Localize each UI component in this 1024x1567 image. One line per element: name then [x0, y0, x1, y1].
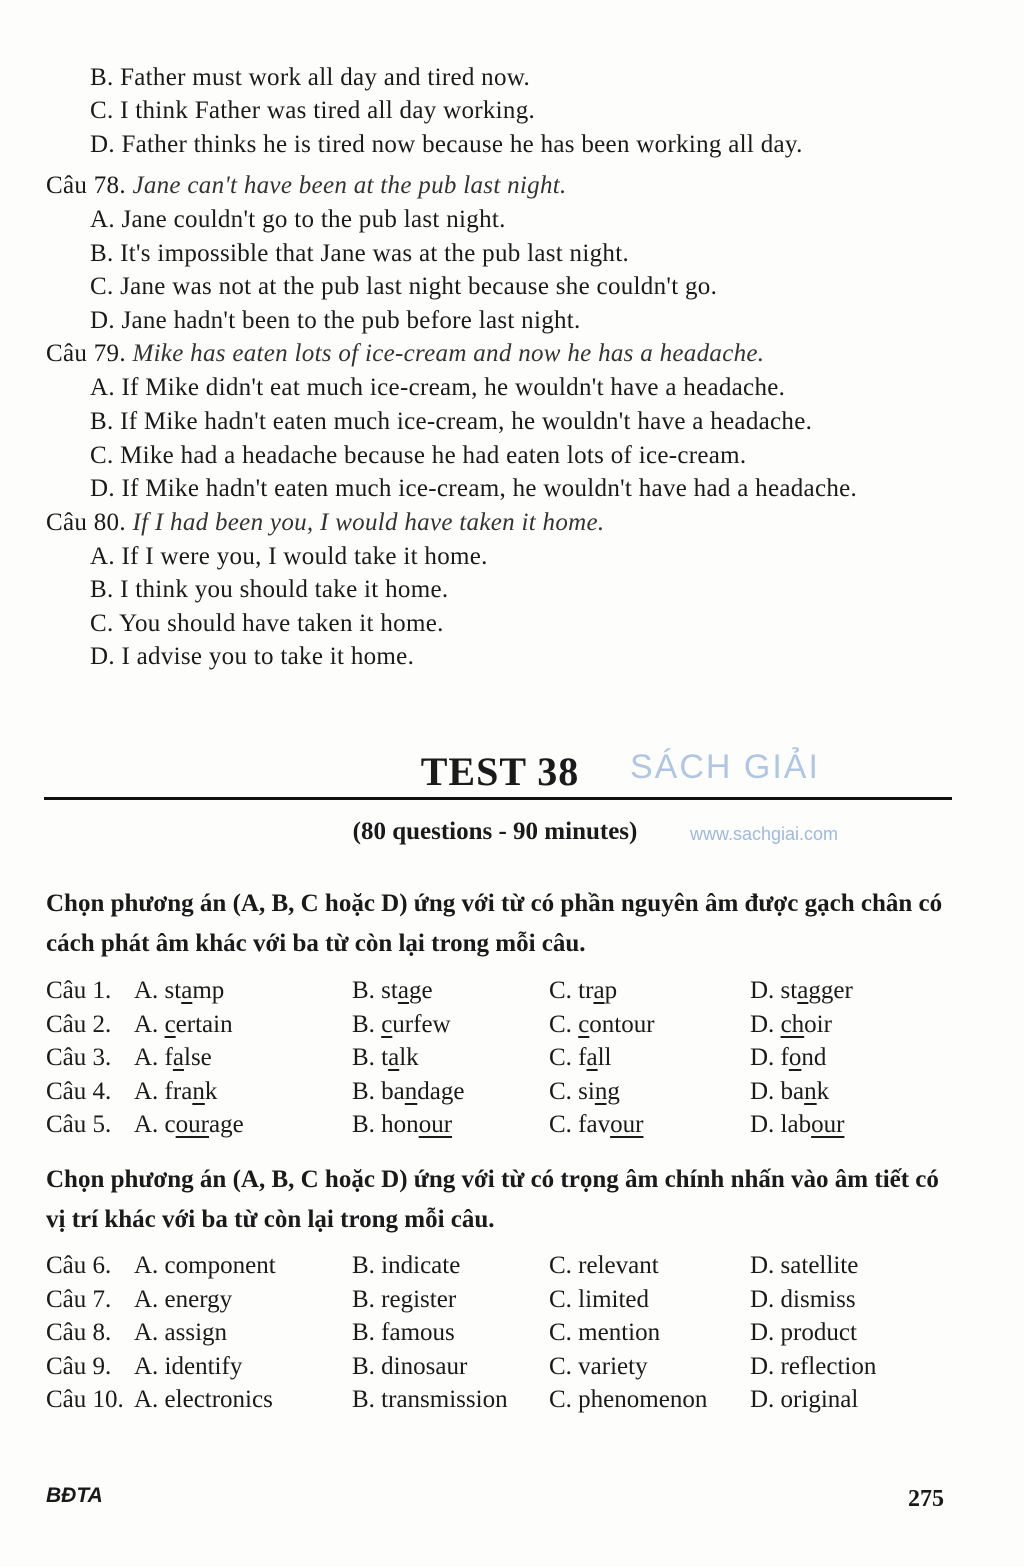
answer-option: A. electronics — [134, 1386, 273, 1413]
answer-option — [134, 1078, 217, 1106]
watermark-logo: SÁCH GIẢI — [630, 748, 820, 786]
word-part: ge — [408, 977, 433, 1004]
word-part: A. fra — [134, 1077, 193, 1105]
word-part: mp — [192, 977, 225, 1004]
answer-option — [549, 1111, 643, 1139]
question-label: Câu 2. — [46, 1010, 112, 1038]
answer-option — [352, 1044, 419, 1072]
question-label: Câu 10. — [46, 1386, 124, 1413]
section2-instruction: Chọn phương án (A, B, C hoặc D) ứng với từ có trọng âm chính nhấn vào âm tiết có vị trí khác với ba từ còn lại trong mỗi câu. — [46, 1166, 939, 1233]
question-label: Câu 9. — [46, 1352, 112, 1380]
answer-option: C. relevant — [549, 1252, 659, 1279]
answer-option: C. variety — [549, 1352, 648, 1380]
word-part: age — [208, 1111, 244, 1138]
word-part: k — [816, 1077, 830, 1105]
answer-option: B. famous — [352, 1319, 455, 1346]
answer-option — [352, 1011, 451, 1039]
question-label: Câu 79. — [46, 340, 126, 367]
answer-option: D. original — [750, 1386, 859, 1413]
answer-option: A. assign — [134, 1319, 228, 1346]
question-prompt: If I had been you, I would have taken it home. — [132, 509, 605, 536]
underlined-sound: c — [164, 1010, 176, 1038]
answer-option — [134, 1011, 233, 1039]
question-label: Câu 80. — [46, 509, 126, 536]
answer-option — [549, 1078, 620, 1106]
answer-option — [134, 1111, 244, 1139]
answer-option: D. satellite — [750, 1252, 859, 1279]
underlined-sound: our — [610, 1111, 644, 1138]
title-divider — [44, 797, 952, 800]
answer-option: A. identify — [134, 1352, 243, 1380]
option: B. I think you should take it home. — [90, 576, 449, 603]
question-prompt: Mike has eaten lots of ice-cream and now he has a headache. — [132, 340, 765, 367]
answer-option — [750, 1078, 829, 1106]
word-part: B. hon — [352, 1111, 419, 1138]
word-part: k — [204, 1077, 218, 1105]
word-part: B. st — [352, 977, 398, 1004]
underlined-sound: a — [797, 977, 809, 1004]
word-part: C. f — [549, 1044, 587, 1071]
word-part: dage — [417, 1077, 465, 1105]
word-part: A. f — [134, 1044, 173, 1071]
answer-option — [352, 1111, 452, 1139]
answer-option: C. limited — [549, 1285, 649, 1313]
underlined-sound: our — [811, 1111, 845, 1138]
underlined-sound: o — [788, 1044, 802, 1071]
underlined-sound: ch — [780, 1010, 805, 1038]
word-part: C. tr — [549, 977, 594, 1004]
answer-option: B. dinosaur — [352, 1352, 468, 1380]
question-label: Câu 78. — [46, 172, 126, 199]
answer-option — [549, 977, 617, 1005]
underlined-sound: a — [388, 1044, 400, 1071]
question-prompt: Jane can't have been at the pub last night. — [132, 172, 567, 199]
answer-option: D. dismiss — [750, 1285, 856, 1313]
answer-option — [750, 1044, 826, 1072]
option: C. You should have taken it home. — [90, 610, 444, 637]
answer-option — [549, 1044, 612, 1072]
answer-option: B. register — [352, 1285, 457, 1313]
answer-option — [134, 1044, 212, 1072]
option: A. Jane couldn't go to the pub last night. — [90, 206, 506, 233]
word-part: A. st — [134, 977, 182, 1004]
underlined-sound: a — [172, 1044, 184, 1071]
word-part: nd — [801, 1044, 827, 1071]
underlined-sound: our — [175, 1111, 209, 1138]
word-part: A. c — [134, 1111, 176, 1138]
underlined-sound: n — [804, 1077, 817, 1105]
question-78 — [46, 172, 567, 200]
option: D. I advise you to take it home. — [90, 643, 415, 670]
test-subtitle: (80 questions - 90 minutes) — [352, 818, 638, 845]
option: D. Jane hadn't been to the pub before last night. — [90, 307, 581, 334]
option: D. Father thinks he is tired now because he has been working all day. — [90, 131, 803, 158]
underlined-sound: ng — [594, 1077, 620, 1105]
answer-option: B. transmission — [352, 1386, 508, 1413]
underlined-sound: c — [578, 1010, 590, 1038]
underlined-sound: a — [593, 977, 605, 1004]
answer-option: C. mention — [549, 1319, 661, 1346]
word-part: B. — [352, 1010, 382, 1038]
watermark-url: www.sachgiai.com — [690, 824, 839, 844]
question-label: Câu 6. — [46, 1252, 112, 1279]
page-number: 275 — [908, 1486, 944, 1512]
word-part: D. lab — [750, 1111, 812, 1138]
word-part: C. — [549, 1010, 579, 1038]
question-label: Câu 3. — [46, 1044, 112, 1071]
word-part: D. — [750, 1010, 781, 1038]
question-label: Câu 8. — [46, 1319, 112, 1346]
underlined-sound: a — [586, 1044, 598, 1071]
answer-option: A. energy — [134, 1285, 233, 1313]
answer-option — [352, 1078, 464, 1106]
underlined-sound: c — [381, 1010, 393, 1038]
word-part: ontour — [589, 1010, 655, 1038]
word-part: A. — [134, 1010, 165, 1038]
option: C. Jane was not at the pub last night because she couldn't go. — [90, 273, 718, 300]
word-part: p — [604, 977, 618, 1004]
question-79 — [46, 340, 764, 368]
option: D. If Mike hadn't eaten much ice-cream, he wouldn't have had a headache. — [90, 475, 858, 502]
answer-option — [352, 977, 433, 1005]
word-part: oir — [804, 1010, 832, 1038]
word-part: lse — [184, 1044, 212, 1071]
test-title: TEST 38 — [420, 749, 580, 794]
word-part: C. si — [549, 1077, 595, 1105]
answer-option: D. reflection — [750, 1352, 877, 1380]
word-part: B. t — [352, 1044, 389, 1071]
footer-label: BĐTA — [46, 1484, 103, 1507]
word-part: D. st — [750, 977, 798, 1004]
answer-option: A. component — [134, 1252, 276, 1279]
word-part: ll — [597, 1044, 612, 1071]
word-part: D. f — [750, 1044, 789, 1071]
word-part: gger — [808, 977, 853, 1004]
option: C. I think Father was tired all day working. — [90, 97, 536, 124]
answer-option — [134, 977, 224, 1005]
word-part: C. fav — [549, 1111, 611, 1138]
question-80 — [46, 509, 604, 537]
answer-option: D. product — [750, 1319, 857, 1346]
answer-option: C. phenomenon — [549, 1386, 708, 1413]
word-part: lk — [399, 1044, 419, 1071]
option: C. Mike had a headache because he had eaten lots of ice-cream. — [90, 442, 747, 469]
answer-option — [549, 1011, 655, 1039]
word-part: B. ba — [352, 1077, 405, 1105]
question-label: Câu 4. — [46, 1077, 112, 1105]
underlined-sound: a — [397, 977, 409, 1004]
question-label: Câu 7. — [46, 1285, 112, 1313]
question-label: Câu 1. — [46, 977, 112, 1004]
answer-option — [750, 977, 853, 1005]
word-part: D. ba — [750, 1077, 805, 1105]
underlined-sound: our — [418, 1111, 453, 1138]
underlined-sound: a — [181, 977, 193, 1004]
option: A. If Mike didn't eat much ice-cream, he wouldn't have a headache. — [90, 374, 786, 401]
underlined-sound: n — [404, 1077, 418, 1105]
underlined-sound: n — [192, 1077, 205, 1105]
answer-option — [750, 1111, 844, 1139]
option: B. Father must work all day and tired now. — [90, 64, 531, 91]
word-part: urfew — [392, 1010, 451, 1038]
option: B. It's impossible that Jane was at the pub last night. — [90, 240, 629, 267]
answer-option: B. indicate — [352, 1252, 461, 1279]
answer-option — [750, 1011, 832, 1039]
question-label: Câu 5. — [46, 1111, 112, 1138]
word-part: ertain — [175, 1010, 233, 1038]
option: B. If Mike hadn't eaten much ice-cream, he wouldn't have a headache. — [90, 408, 813, 435]
section1-instruction: Chọn phương án (A, B, C hoặc D) ứng với từ có phần nguyên âm được gạch chân có cách phát âm khác với ba từ còn lại trong mỗi câu. — [46, 890, 943, 957]
option: A. If I were you, I would take it home. — [90, 543, 488, 570]
